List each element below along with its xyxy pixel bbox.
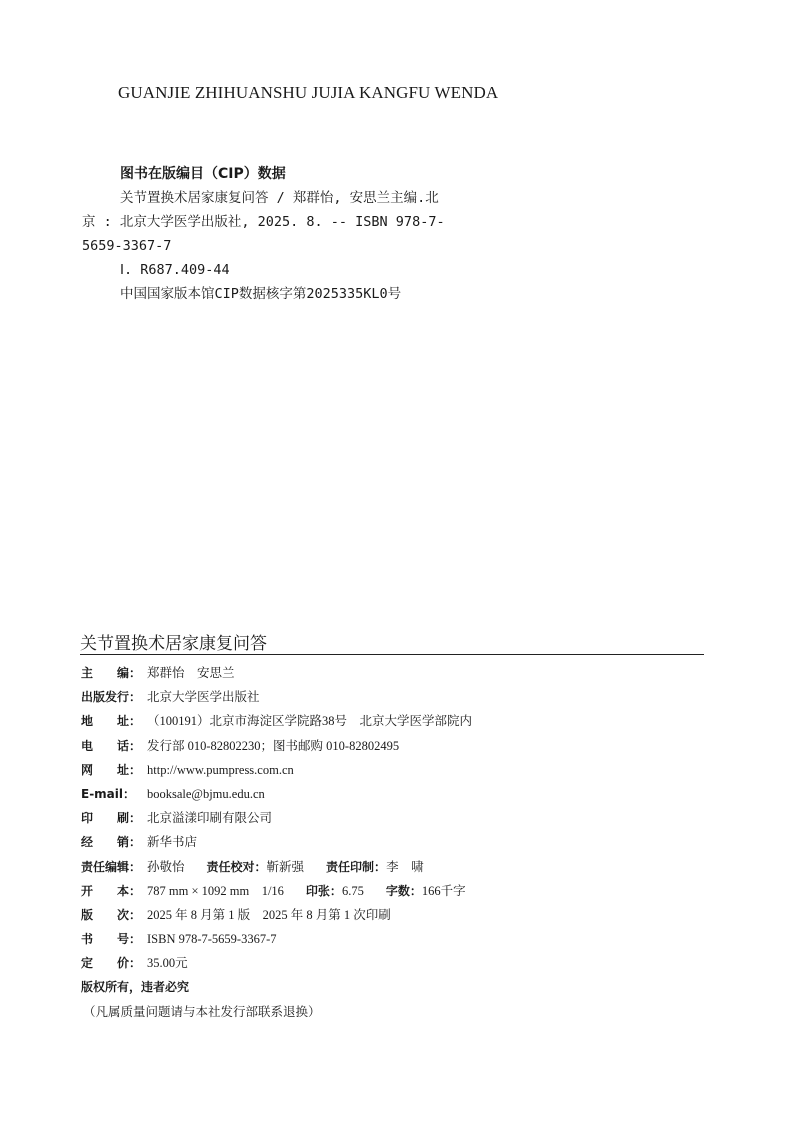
email-row (81, 782, 701, 806)
phone-label: 电 话： (81, 738, 142, 753)
publisher-value: 北京大学医学出版社 (147, 690, 260, 705)
distributor-label: 经 销： (81, 835, 142, 850)
distributor-value: 新华书店 (147, 835, 198, 850)
address-label: 地 址： (81, 714, 142, 729)
email-label: E-mail： (81, 786, 136, 801)
email-value: booksale@bjmu.edu.cn (147, 786, 265, 801)
cip-line: 京 : 北京大学医学出版社, 2025. 8. -- ISBN 978-7- (82, 214, 445, 230)
edition-value: 2025 年 8 月第 1 版 2025 年 8 月第 1 次印刷 (147, 907, 391, 922)
cip-line: 5659-3367-7 (82, 238, 172, 254)
format-size: 787 mm × 1092 mm 1/16 (147, 883, 284, 898)
format-row (81, 879, 701, 903)
phone-value: 发行部 010-82802230；图书邮购 010-82802495 (147, 738, 400, 753)
sheets-label: 印张： (305, 883, 342, 898)
word-count-label: 字数： (385, 883, 422, 898)
address-row (81, 709, 701, 733)
sheets-value: 6.75 (341, 883, 364, 898)
edition-label: 版 次： (81, 907, 142, 922)
editor-value: 郑群怡 安思兰 (147, 666, 235, 680)
cip-record-number: 中国国家版本馆CIP数据核字第2025335KL0号 (120, 286, 402, 302)
price-row (81, 951, 701, 975)
distributor-row (81, 830, 701, 854)
title-rule (80, 654, 704, 655)
format-label: 开 本： (81, 883, 142, 898)
word-count-value: 166千字 (421, 883, 466, 898)
isbn-label: 书 号： (81, 932, 142, 947)
print-supervisor-value: 李 啸 (386, 859, 424, 874)
website-row (81, 758, 701, 782)
price-value: 35.00元 (147, 956, 188, 971)
responsible-editor-label: 责任编辑： (81, 859, 142, 874)
address-value: （100191）北京市海淀区学院路38号 北京大学医学部院内 (147, 714, 473, 729)
cip-block (82, 162, 522, 306)
responsible-row (81, 855, 701, 879)
quality-note: （凡属质量问题请与本社发行部联系退换） (83, 1004, 321, 1019)
website-label: 网 址： (81, 762, 142, 777)
book-title: 关节置换术居家康复问答 (80, 634, 267, 654)
cip-heading: 图书在版编目（CIP）数据 (120, 166, 286, 182)
editor-label: 主 编： (81, 666, 142, 680)
proofreader-label: 责任校对： (206, 859, 267, 874)
printer-row (81, 806, 701, 830)
isbn-value: ISBN 978-7-5659-3367-7 (147, 932, 277, 947)
publisher-label: 出版发行： (81, 690, 142, 705)
cip-line: 关节置换术居家康复问答 / 郑群怡, 安思兰主编.北 (120, 190, 439, 206)
printer-value: 北京溢漾印刷有限公司 (147, 811, 273, 826)
cip-classification: Ⅰ. R687.409-44 (120, 262, 230, 278)
editor-row (81, 661, 701, 685)
isbn-row (81, 927, 701, 951)
print-supervisor-label: 责任印制： (326, 859, 387, 874)
publisher-row (81, 685, 701, 709)
price-label: 定 价： (81, 956, 142, 971)
proofreader-value: 靳新强 (266, 859, 305, 874)
publication-info (81, 661, 701, 1024)
printer-label: 印 刷： (81, 811, 142, 826)
edition-row (81, 903, 701, 927)
website-value: http://www.pumpress.com.cn (147, 762, 294, 777)
rights-notice: 版权所有，违者必究 (81, 980, 190, 995)
pinyin-title: GUANJIE ZHIHUANSHU JUJIA KANGFU WENDA (118, 83, 499, 102)
responsible-editor-value: 孙敬怡 (147, 859, 185, 874)
phone-row (81, 734, 701, 758)
